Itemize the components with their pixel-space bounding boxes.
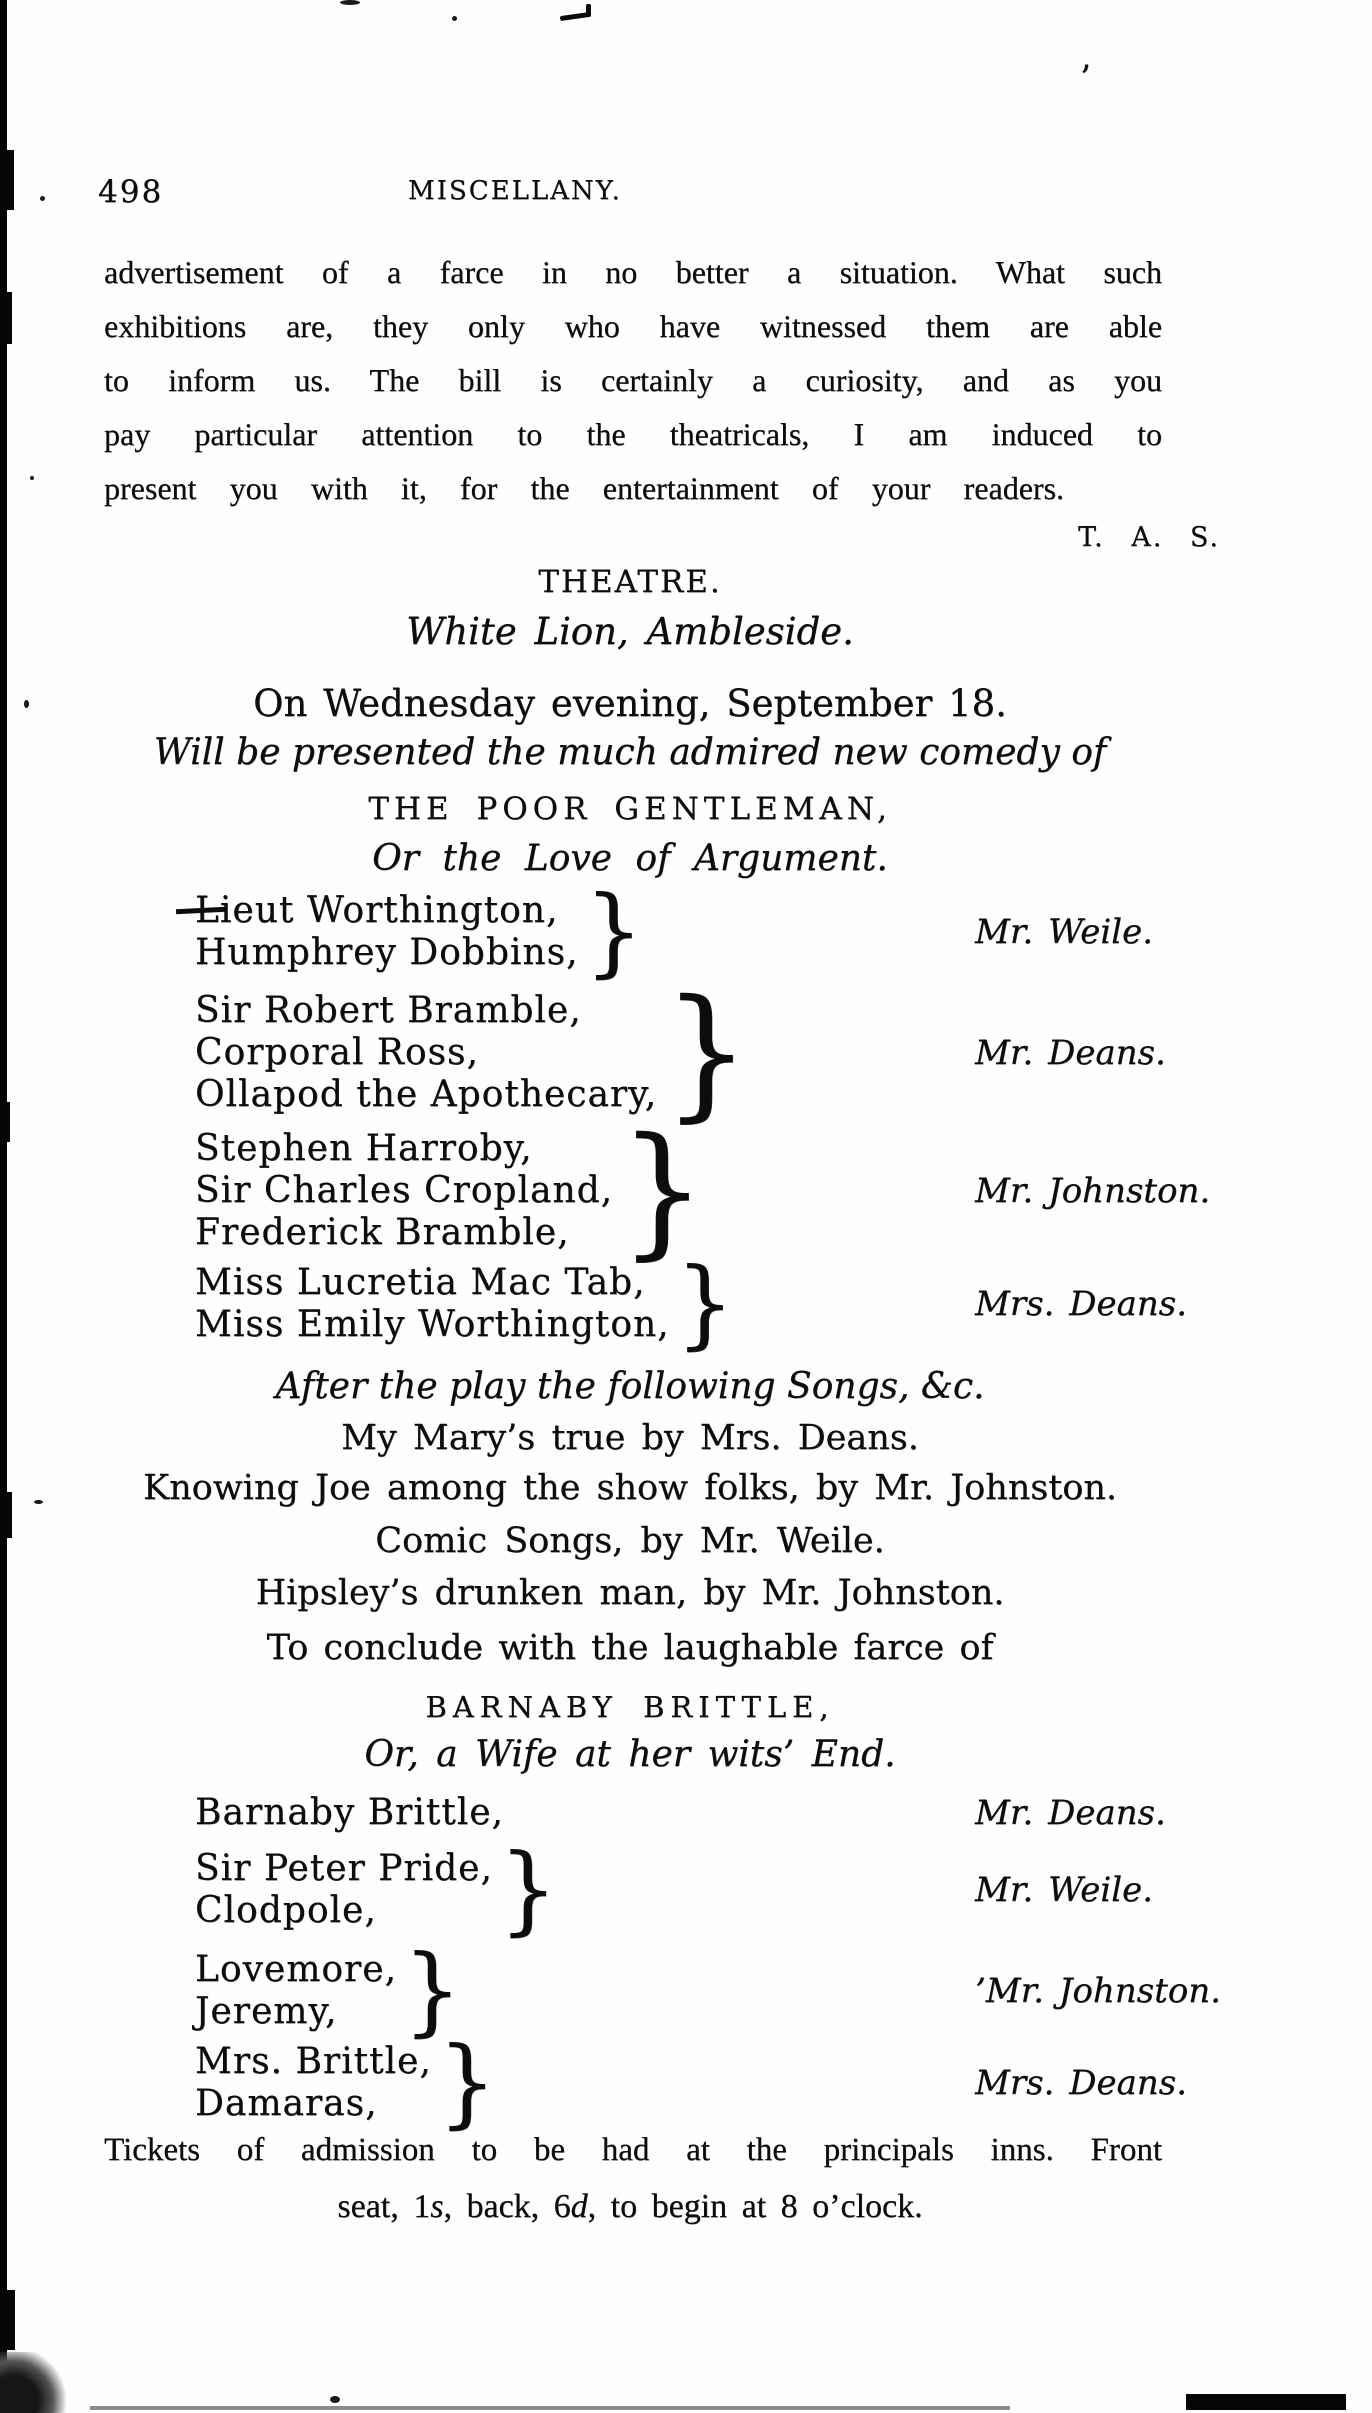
role-name: Humphrey Dobbins, (195, 932, 579, 973)
song-line: Hipsley’s drunken man, by Mr. Johnston. (255, 1573, 1005, 1613)
tickets-text: , to begin at 8 o’clock. (587, 2188, 923, 2225)
role-name: Clodpole, (195, 1890, 377, 1931)
role-name: Corporal Ross, (195, 1032, 479, 1073)
actor-name: Mr. Weile. (975, 1870, 1153, 1910)
page-number: 498 (98, 174, 164, 210)
brace-glyph (585, 884, 644, 981)
cast-row (195, 1792, 1362, 1834)
running-header: MISCELLANY. (408, 176, 622, 206)
role-name: Lieut Worthington, (195, 890, 559, 931)
farce-title: BARNABY BRITTLE, (425, 1690, 835, 1724)
scan-mark: ’ (1080, 58, 1091, 98)
play-title: THE POOR GENTLEMAN, (368, 791, 892, 827)
actor-name: Mrs. Deans. (975, 1284, 1187, 1324)
scan-edge-left (0, 0, 7, 2413)
cast-row (195, 1947, 1362, 2035)
scan-speck (330, 2396, 340, 2403)
role-name: Sir Peter Pride, (195, 1848, 493, 1889)
scan-notch (0, 150, 14, 210)
paragraph-line: to inform us. The bill is certainly a curiosity, and as you (104, 362, 1162, 398)
cast-row (195, 990, 1362, 1116)
tickets-line (100, 2188, 1160, 2226)
brace-glyph (403, 1943, 462, 2040)
cast-row (195, 1128, 1362, 1254)
scan-notch (0, 2290, 15, 2350)
tickets-text: , back, 6 (443, 2188, 571, 2225)
tickets-text: seat, 1 (337, 2188, 431, 2225)
presented-line: Will be presented the much admired new comedy of (153, 732, 1107, 773)
scan-speck (24, 700, 29, 708)
role-name: Damaras, (195, 2083, 378, 2124)
signature-initials: T. A. S. (1078, 522, 1220, 553)
farce-subtitle: Or, a Wife at her wits’ End. (364, 1734, 896, 1775)
cast-row (195, 1845, 1362, 1935)
cast-roles (195, 890, 579, 974)
role-name: Barnaby Brittle, (195, 1792, 504, 1833)
song-line: My Mary’s true by Mrs. Deans. (341, 1418, 919, 1458)
brace-glyph (676, 1256, 735, 1353)
paragraph-line: advertisement of a farce in no better a situation. What such (104, 254, 1162, 290)
cast-roles (195, 1792, 504, 1834)
scan-speck (30, 476, 34, 480)
theatre-heading: THEATRE. (538, 564, 722, 600)
role-name: Miss Emily Worthington, (195, 1304, 670, 1345)
scan-bottom-bar (1186, 2394, 1346, 2410)
performance-date-line: On Wednesday evening, September 18. (253, 682, 1007, 725)
paragraph-line: present you with it, for the entertainment of your readers. (104, 470, 1064, 506)
actor-name: Mr. Johnston. (975, 1171, 1211, 1211)
cast-roles (195, 1262, 670, 1346)
cast-row (195, 890, 1362, 974)
brace-glyph (619, 1120, 706, 1263)
scan-notch (0, 1492, 12, 1538)
conclude-line: To conclude with the laughable farce of (266, 1628, 994, 1668)
role-name: Sir Charles Cropland, (195, 1170, 614, 1211)
play-subtitle: Or the Love of Argument. (372, 838, 888, 879)
role-name: Ollapod the Apothecary, (195, 1074, 658, 1115)
role-name: Mrs. Brittle, (195, 2041, 432, 2082)
role-name: Frederick Bramble, (195, 1212, 570, 1253)
scan-speck (34, 1500, 43, 1504)
paragraph-line: pay particular attention to the theatricals, I am induced to (104, 416, 1162, 452)
cast-roles (195, 1949, 397, 2033)
cast-row (195, 1262, 1362, 1346)
cast-roles (195, 990, 657, 1116)
actor-name: Mr. Deans. (975, 1033, 1166, 1073)
scan-notch (0, 1102, 10, 1142)
cast-roles (195, 1848, 493, 1932)
scan-notch (0, 292, 12, 344)
song-line: Knowing Joe among the show folks, by Mr. Johnston. (142, 1468, 1118, 1508)
brace-glyph (499, 1842, 558, 1939)
cast-row (195, 2038, 1362, 2128)
brace-glyph (663, 982, 750, 1125)
scan-mark (586, 4, 591, 17)
cast-roles (195, 2041, 432, 2125)
role-name: Miss Lucretia Mac Tab, (195, 1262, 646, 1303)
scan-speck (40, 196, 45, 201)
scan-speck (452, 16, 457, 21)
role-name: Stephen Harroby, (195, 1128, 533, 1169)
scan-corner-blob (0, 2352, 66, 2413)
role-name: Lovemore, (195, 1949, 397, 1990)
cast-roles (195, 1128, 613, 1254)
actor-name: ’Mr. Johnston. (975, 1971, 1221, 2011)
brace-glyph (438, 2035, 497, 2132)
tickets-text-italic: s (430, 2188, 444, 2225)
tickets-text-italic: d (570, 2188, 588, 2225)
actor-name: Mrs. Deans. (975, 2063, 1187, 2103)
scan-speck (340, 0, 360, 5)
tickets-line: Tickets of admission to be had at the principals inns. Front (104, 2132, 1162, 2168)
role-name: Jeremy, (195, 1991, 338, 2032)
songs-intro-line: After the play the following Songs, &c. (275, 1366, 985, 1407)
venue-line: White Lion, Ambleside. (406, 610, 854, 653)
actor-name: Mr. Weile. (975, 912, 1153, 952)
song-line: Comic Songs, by Mr. Weile. (375, 1521, 885, 1561)
scan-bottom-line (90, 2406, 1010, 2410)
paragraph-line: exhibitions are, they only who have witnessed them are able (104, 308, 1162, 344)
role-name: Sir Robert Bramble, (195, 990, 582, 1031)
actor-name: Mr. Deans. (975, 1793, 1166, 1833)
